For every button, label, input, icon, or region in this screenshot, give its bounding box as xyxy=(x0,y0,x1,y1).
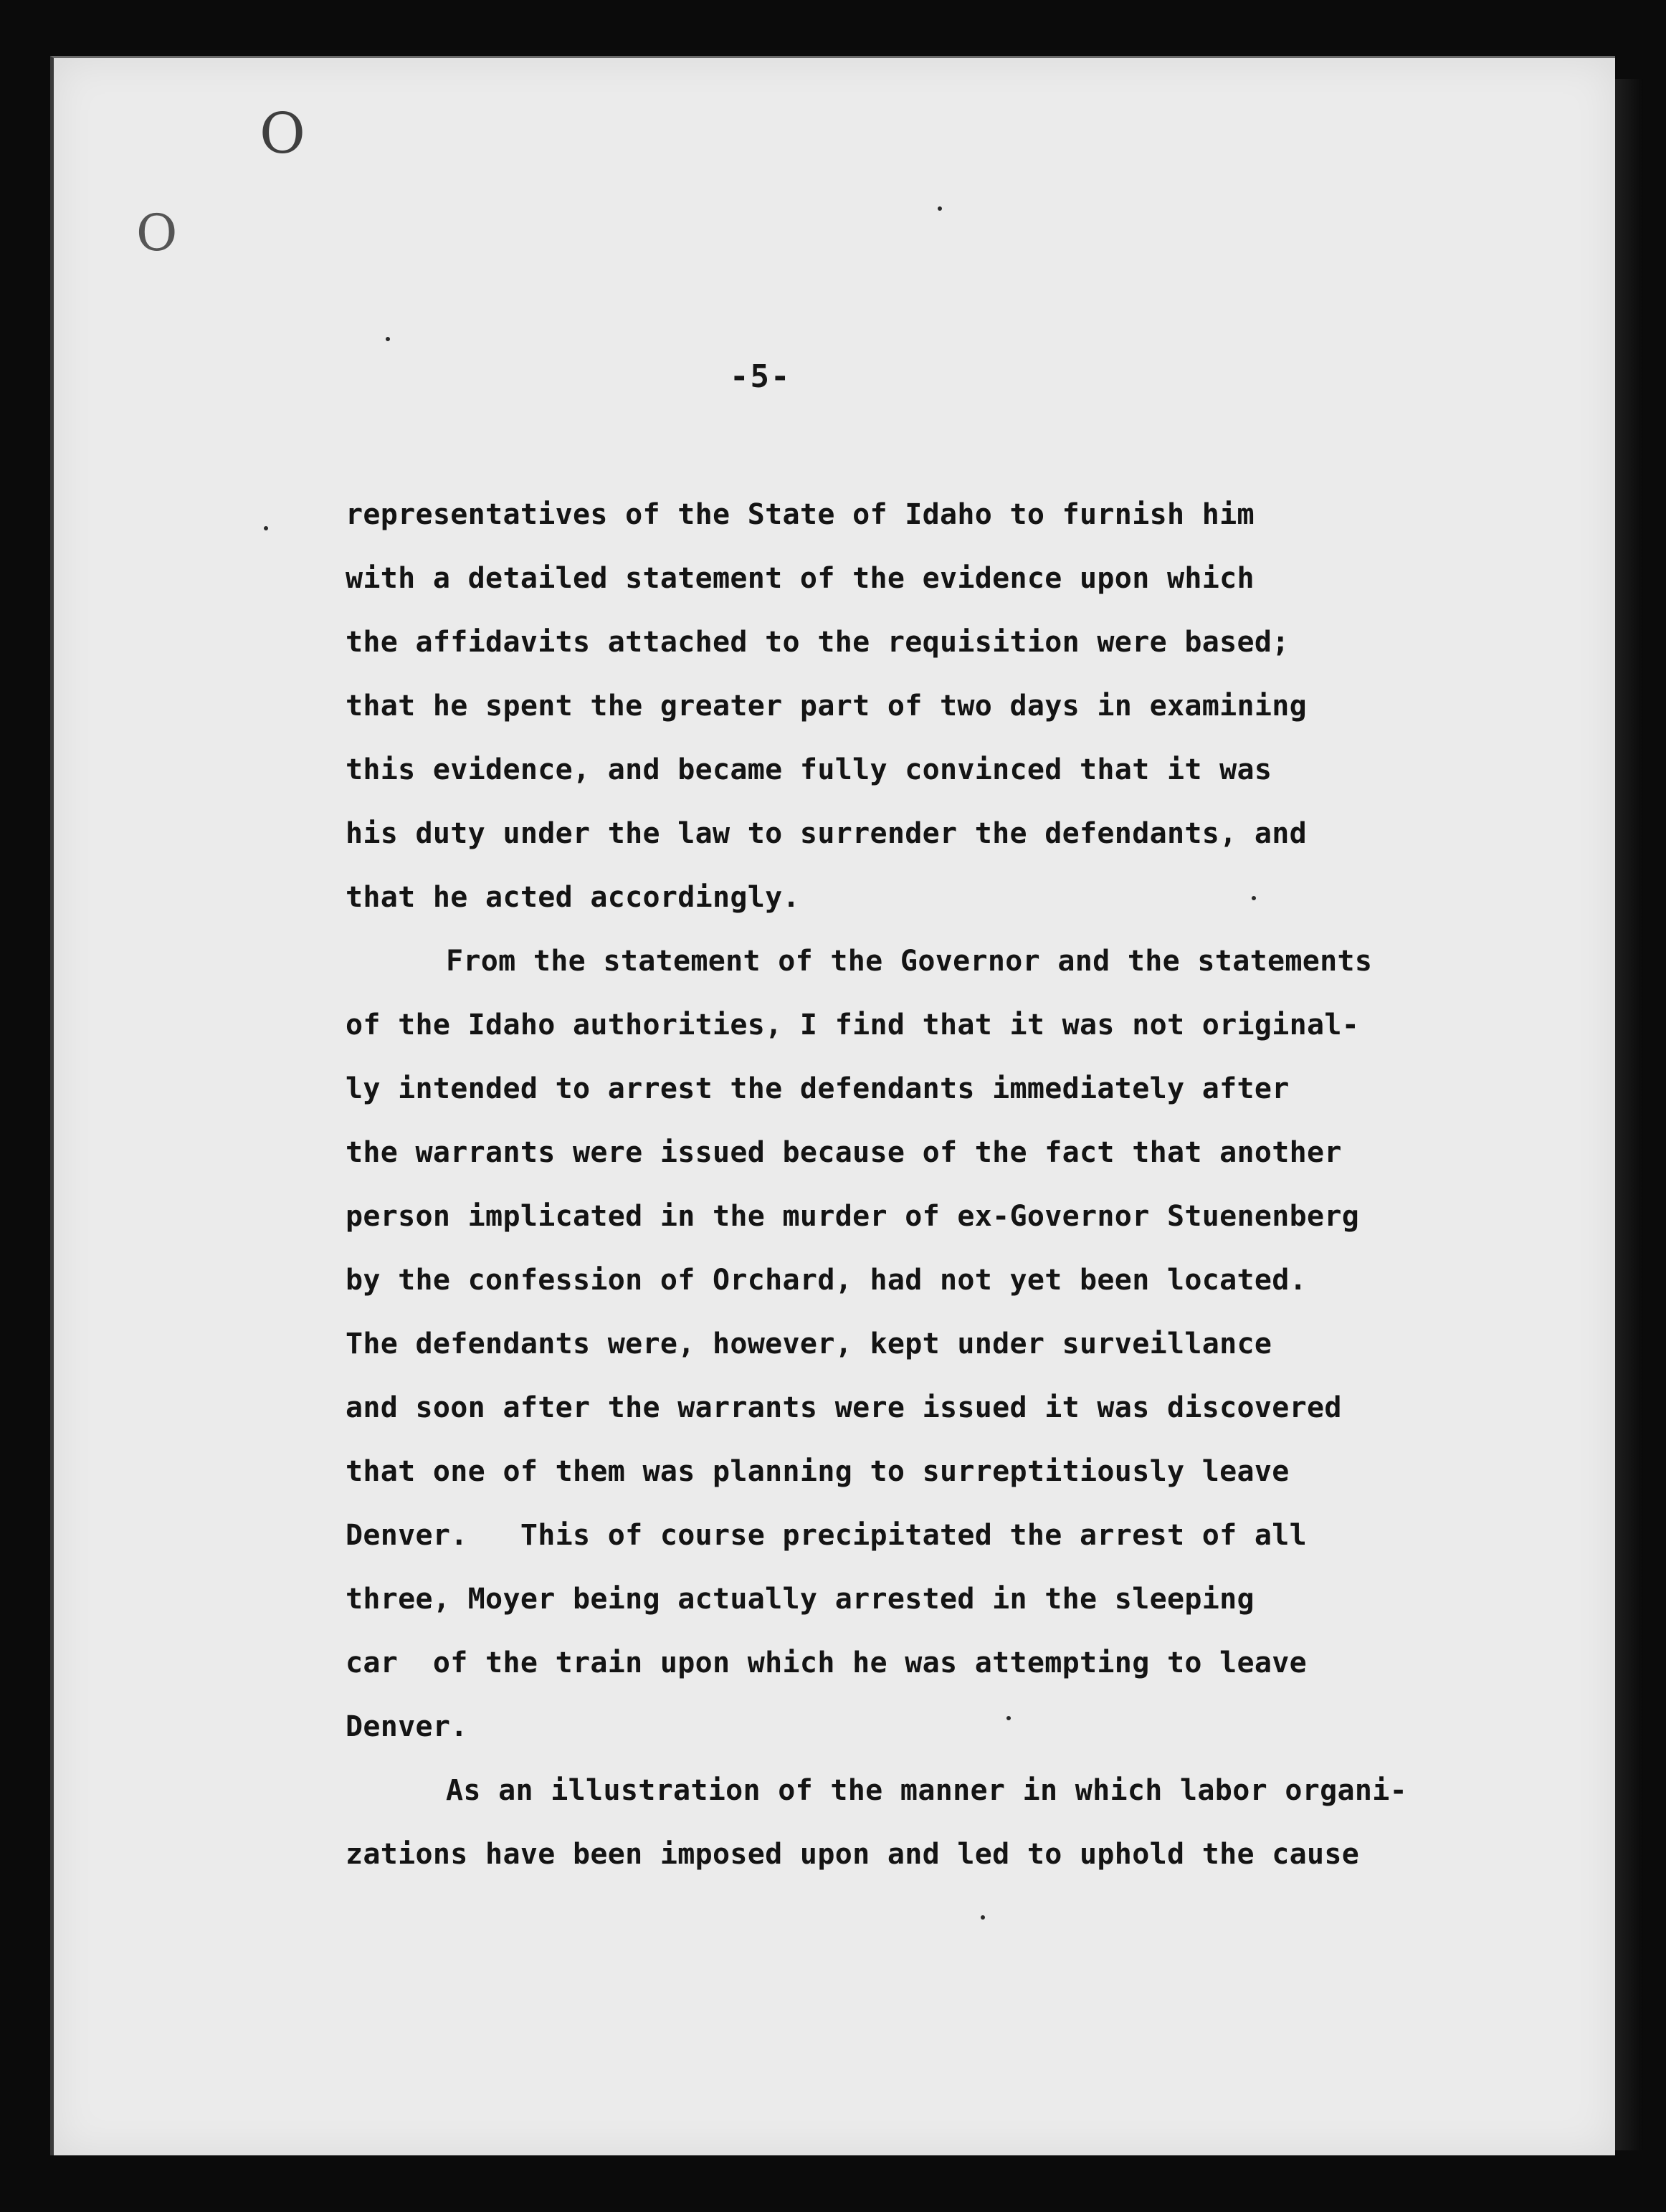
text-line: that he spent the greater part of two days in examining xyxy=(346,690,1308,723)
page-number: -5- xyxy=(730,358,791,395)
text-line: person implicated in the murder of ex-Governor Stuenenberg xyxy=(346,1200,1360,1233)
text-line: car of the train upon which he was attempting to leave xyxy=(346,1646,1308,1679)
text-line: zations have been imposed upon and led to uphold the cause xyxy=(346,1838,1360,1871)
speck xyxy=(386,337,390,341)
text-line: the affidavits attached to the requisition were based; xyxy=(346,626,1290,659)
text-line: that one of them was planning to surreptitiously leave xyxy=(346,1455,1290,1488)
punch-hole-mark: O xyxy=(260,102,305,166)
text-line: and soon after the warrants were issued it was discovered xyxy=(346,1391,1342,1424)
text-line: Denver. This of course precipitated the arrest of all xyxy=(346,1519,1308,1552)
text-line: his duty under the law to surrender the defendants, and xyxy=(346,817,1308,850)
speck xyxy=(264,526,268,530)
text-line: the warrants were issued because of the fact that another xyxy=(346,1136,1342,1169)
paragraph-start-line: From the statement of the Governor and the statements xyxy=(446,945,1373,978)
text-line: three, Moyer being actually arrested in the sleeping xyxy=(346,1583,1255,1616)
text-line: this evidence, and became fully convinced that it was xyxy=(346,753,1272,786)
text-line: of the Idaho authorities, I find that it was not original- xyxy=(346,1009,1360,1041)
text-line: that he acted accordingly. xyxy=(346,881,800,914)
speck xyxy=(981,1915,985,1920)
text-line: Denver. xyxy=(346,1710,468,1743)
text-line: representatives of the State of Idaho to furnish him xyxy=(346,498,1255,531)
body-text xyxy=(346,495,1528,1898)
text-line: with a detailed statement of the evidence upon which xyxy=(346,562,1255,595)
text-line: The defendants were, however, kept under surveillance xyxy=(346,1327,1272,1360)
punch-hole-mark: O xyxy=(136,204,178,262)
text-line: ly intended to arrest the defendants immediately after xyxy=(346,1072,1290,1105)
speck xyxy=(938,206,942,211)
text-line: by the confession of Orchard, had not yet been located. xyxy=(346,1264,1308,1297)
paragraph-start-line: As an illustration of the manner in which labor organi- xyxy=(446,1774,1408,1807)
